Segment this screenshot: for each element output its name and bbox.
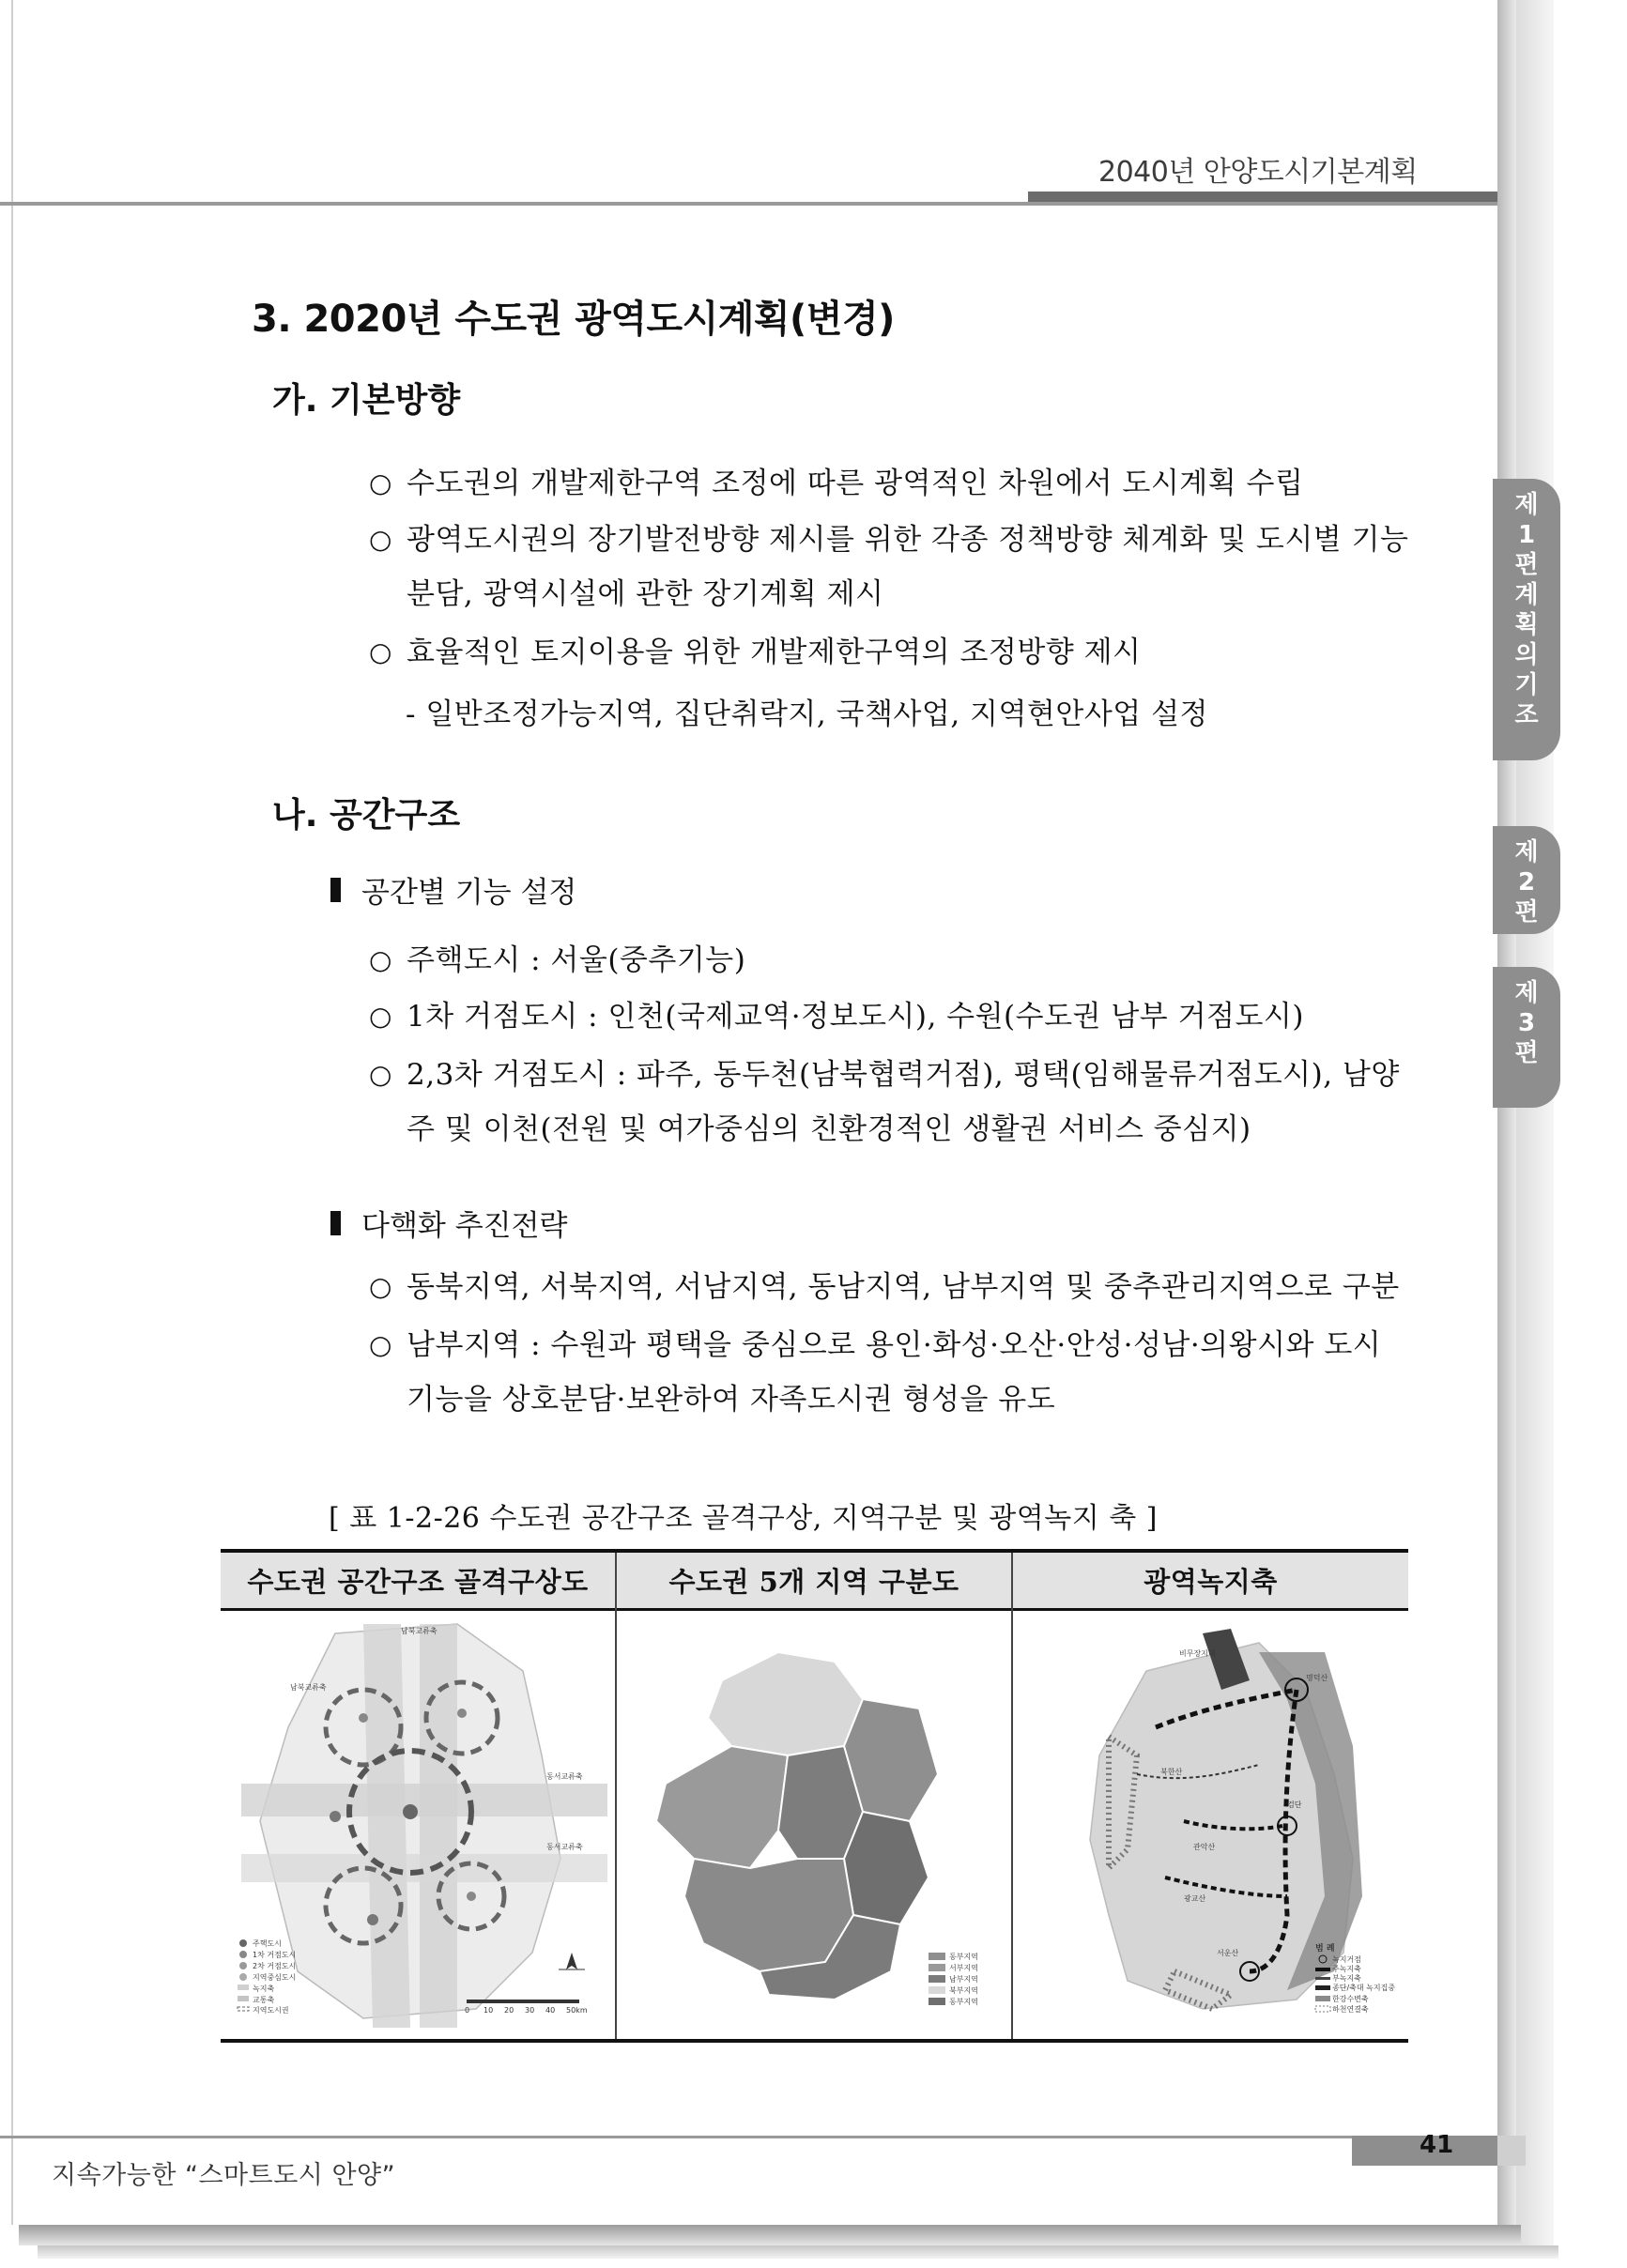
tab-char: 제 (1514, 979, 1539, 1007)
footer-title: 지속가능한 “스마트도시 안양” (52, 2161, 396, 2190)
tab-char: 편 (1514, 551, 1539, 579)
list-item (369, 456, 1411, 511)
legend-label: 지역도시권 (253, 2006, 289, 2015)
scale-label: 0 (465, 2006, 470, 2015)
legend-label: 북부지역 (949, 1986, 978, 1995)
list-item-text: 1차 거점도시 : 인천(국제교역·정보도시), 수원(수도권 남부 거점도시) (407, 1000, 1304, 1034)
page-shadow-bottom-outer (38, 2245, 1558, 2259)
page-shadow-bottom (19, 2225, 1521, 2245)
square-bullet-icon (330, 1211, 341, 1235)
list-item (369, 933, 1411, 988)
dash-item: - 일반조정가능지역, 집단취락지, 국책사업, 지역현안사업 설정 (406, 697, 1208, 731)
list-item-text: 동북지역, 서북지역, 서남지역, 동남지역, 남부지역 및 중추관리지역으로 구분 (407, 1270, 1400, 1304)
list-item-text: 2,3차 거점도시 : 파주, 동두천(남북협력거점), 평택(임해물류거점도시), 남양주 및 이천(전원 및 여가중심의 친환경적인 생활권 서비스 중심지) (407, 1058, 1400, 1146)
table-column-divider (615, 1553, 617, 2039)
figure-table (221, 1549, 1408, 2043)
legend-label: 지역중심도시 (253, 1973, 297, 1982)
sub-heading-text: 공간별 기능 설정 (361, 876, 577, 910)
map-legend (1315, 1942, 1395, 2014)
legend-label: 한강수변축 (1332, 1995, 1369, 2003)
circle-bullet-icon: ○ (369, 1001, 392, 1032)
map-legend (929, 1952, 978, 2006)
footer-rule (0, 2136, 1497, 2138)
sub-heading-text: 다핵화 추진전략 (361, 1209, 568, 1243)
green-axis-map-graphic (1015, 1615, 1405, 2037)
section-title: 3. 2020년 수도권 광역도시계획(변경) (252, 298, 895, 341)
header-bar (1028, 192, 1497, 202)
five-region-map-graphic (619, 1615, 1009, 2037)
tab-char: 계 (1514, 581, 1539, 609)
tab-char: 2 (1517, 868, 1536, 896)
list-item-text: 주핵도시 : 서울(중추기능) (407, 943, 746, 977)
tab-char: 편 (1514, 1039, 1539, 1067)
legend-label: 종단/축대 녹지집중 (1332, 1984, 1396, 1992)
tab-char: 1 (1517, 521, 1536, 549)
circle-bullet-icon: ○ (369, 1329, 392, 1360)
list-item (369, 1260, 1411, 1314)
circle-bullet-icon: ○ (369, 1059, 392, 1090)
spatial-structure-map (223, 1615, 613, 2037)
tab-char: 기 (1514, 671, 1539, 699)
north-arrow-icon (559, 1953, 585, 1969)
green-axis-map (1015, 1615, 1405, 2037)
map-label: 명덕산 (1306, 1674, 1328, 1682)
map-label: 광교산 (1184, 1894, 1206, 1903)
legend-label: 녹지축 (253, 1984, 275, 1993)
tab-char: 3 (1517, 1009, 1536, 1037)
page-number: 41 (1420, 2131, 1454, 2159)
legend-label: 서부지역 (949, 1964, 978, 1972)
scale-label: 10 (483, 2006, 494, 2015)
header-rule (0, 202, 1497, 206)
map-label: 서운산 (1217, 1949, 1239, 1957)
legend-label: 남부지역 (949, 1975, 978, 1984)
scale-label: 40 (545, 2006, 556, 2015)
map-label: 비무장지대 (1179, 1649, 1216, 1658)
map-label: 동서교류축 (546, 1772, 583, 1781)
table-top-rule (221, 1549, 1408, 1553)
side-tab-part-2[interactable] (1493, 826, 1560, 934)
scale-label: 30 (525, 2006, 535, 2015)
map-label: 관악산 (1193, 1843, 1216, 1851)
list-item-text: 광역도시권의 장기발전방향 제시를 위한 각종 정책방향 체계화 및 도시별 기능분담, 광역시설에 관한 장기계획 제시 (407, 523, 1409, 611)
legend-label: 주핵도시 (253, 1939, 282, 1948)
legend-label: 주녹지축 (1332, 1965, 1361, 1973)
map-label: 북한산 (1160, 1768, 1183, 1776)
legend-title: 범 례 (1315, 1944, 1335, 1954)
page-shadow (1497, 0, 1516, 2244)
map-label: 동서교류축 (546, 1843, 583, 1851)
map-label: 검단 (1287, 1801, 1302, 1809)
spatial-structure-map-graphic (223, 1615, 613, 2037)
map-label: 남북교류축 (290, 1683, 327, 1692)
legend-label: 2차 거점도시 (253, 1962, 297, 1970)
table-column-divider (1011, 1553, 1013, 2039)
tab-char: 제 (1514, 838, 1539, 866)
side-tab-part-1[interactable] (1493, 479, 1560, 760)
sub-heading (330, 868, 576, 911)
list-item (369, 1048, 1411, 1157)
list-item (369, 513, 1411, 621)
page-number-bar-edge (1497, 2136, 1526, 2166)
tab-char: 의 (1514, 641, 1539, 669)
legend-label: 하천연결축 (1332, 2005, 1369, 2014)
list-item (369, 1318, 1411, 1427)
tab-char: 조 (1514, 701, 1539, 729)
table-header-cell: 수도권 5개 지역 구분도 (617, 1553, 1011, 1608)
table-header-cell: 수도권 공간구조 골격구상도 (221, 1553, 615, 1608)
page-left-edge (11, 0, 13, 2225)
map-scale-bar (465, 2000, 588, 2015)
table-header-cell: 광역녹지축 (1013, 1553, 1408, 1608)
map-legend (238, 1939, 296, 2015)
list-item-text: 효율적인 토지이용을 위한 개발제한구역의 조정방향 제시 (407, 636, 1142, 669)
scale-label: 50km (566, 2006, 588, 2015)
legend-label: 1차 거점도시 (253, 1951, 297, 1959)
map-label: 남북교류축 (401, 1627, 437, 1635)
subsection-heading-basic-direction: 가. 기본방향 (272, 381, 461, 420)
legend-label: 동부지역 (949, 1953, 978, 1961)
legend-label: 동부지역 (949, 1998, 978, 2006)
sub-heading (330, 1202, 567, 1244)
tab-char: 획 (1514, 611, 1539, 639)
page-shadow-outer (1516, 0, 1554, 2253)
table-header-rule (221, 1608, 1408, 1611)
subsection-heading-spatial-structure: 나. 공간구조 (272, 796, 461, 835)
tab-char: 제 (1514, 491, 1539, 519)
list-item (369, 989, 1411, 1044)
legend-label: 녹지거점 (1332, 1955, 1361, 1964)
scale-label: 20 (504, 2006, 514, 2015)
legend-label: 교통축 (253, 1996, 275, 2004)
side-tab-part-3[interactable] (1493, 967, 1560, 1108)
table-caption: [ 표 1-2-26 수도권 공간구조 골격구상, 지역구분 및 광역녹지 축 ] (329, 1502, 1158, 1535)
legend-label: 부녹지축 (1332, 1974, 1361, 1983)
tab-char: 편 (1514, 898, 1539, 927)
circle-bullet-icon: ○ (369, 944, 392, 975)
list-item-text: 수도권의 개발제한구역 조정에 따른 광역적인 차원에서 도시계획 수립 (407, 467, 1304, 500)
square-bullet-icon (330, 878, 341, 902)
circle-bullet-icon: ○ (369, 1271, 392, 1302)
running-header: 2040년 안양도시기본계획 (1098, 156, 1418, 189)
table-bottom-rule (221, 2039, 1408, 2043)
circle-bullet-icon: ○ (369, 467, 392, 498)
circle-bullet-icon: ○ (369, 524, 392, 555)
list-item (369, 625, 1411, 680)
five-region-map (619, 1615, 1009, 2037)
circle-bullet-icon: ○ (369, 636, 392, 667)
list-item-text: 남부지역 : 수원과 평택을 중심으로 용인·화성·오산·안성·성남·의왕시와 도시 기능을 상호분담·보완하여 자족도시권 형성을 유도 (407, 1328, 1382, 1417)
